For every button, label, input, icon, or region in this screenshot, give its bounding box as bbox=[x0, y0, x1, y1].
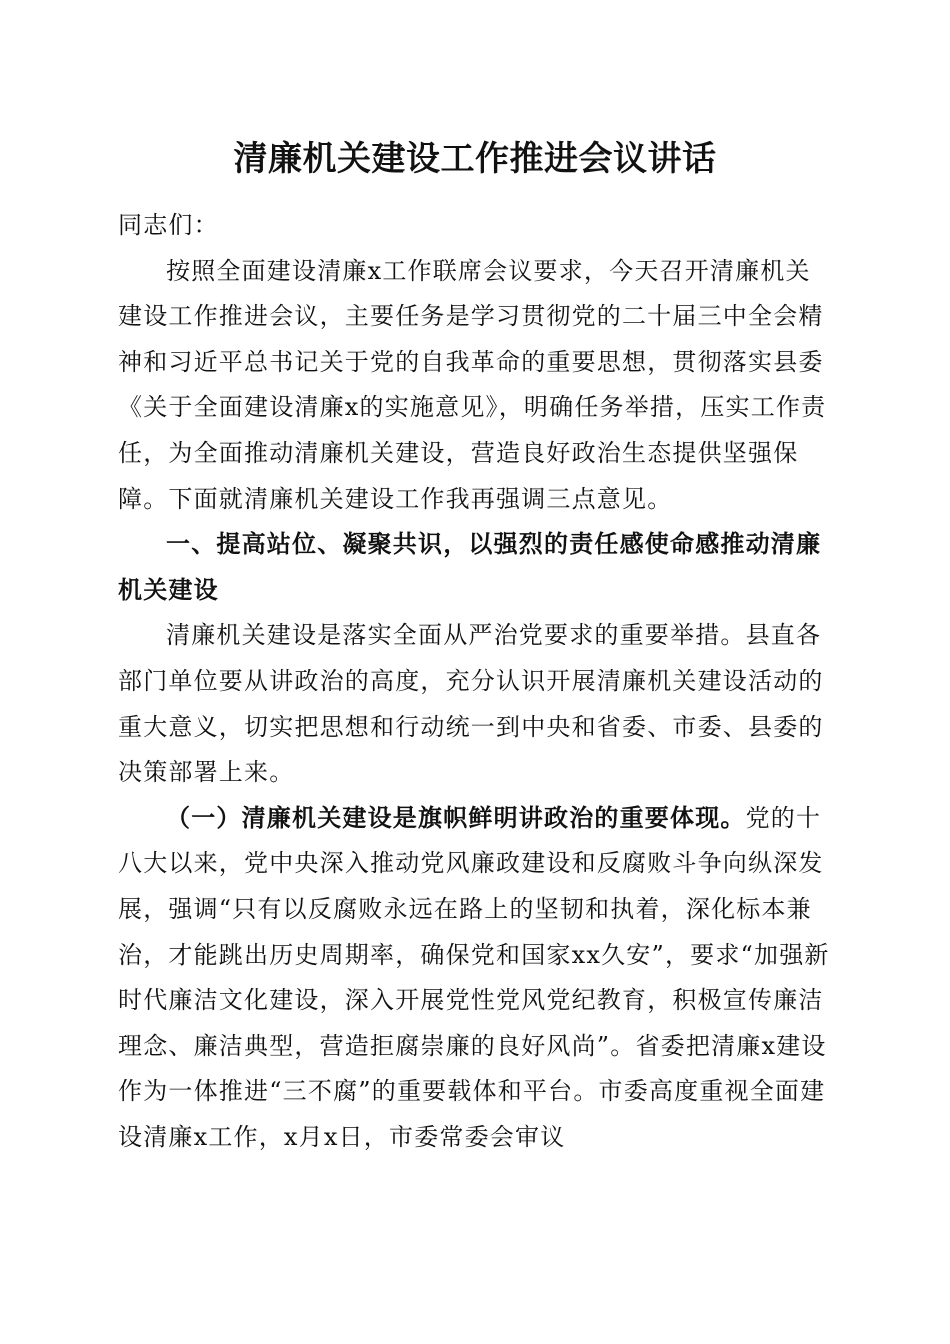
intro-paragraph: 按照全面建设清廉x工作联席会议要求，今天召开清廉机关建设工作推进会议，主要任务是学习贯彻党的二十届三中全会精神和习近平总书记关于党的自我革命的重要思想，贯彻落实县委《关于全面建设清廉x的实施意见》，明确任务举措，压实工作责任，为全面推动清廉机关建设，营造良好政治生态提供坚强保障。下面就清廉机关建设工作我再强调三点意见。 bbox=[118, 256, 827, 513]
salutation: 同志们： bbox=[118, 211, 219, 239]
section-1-heading: 一、提高站位、凝聚共识，以强烈的责任感使命感推动清廉机关建设 bbox=[118, 530, 822, 604]
document-title: 清廉机关建设工作推进会议讲话 bbox=[233, 139, 717, 179]
subsection-1-paragraph bbox=[118, 796, 834, 1161]
document-body bbox=[118, 203, 834, 1160]
subsection-1-body: 党的十八大以来，党中央深入推动党风廉政建设和反腐败斗争向纵深发展，强调“只有以反腐败永远在路上的坚韧和执着，深化标本兼治，才能跳出历史周期率，确保党和国家xx久安”，要求“加强新时代廉洁文化建设，深入开展党性党风党纪教育，积极宣传廉洁理念、廉洁典型，营造拒腐崇廉的良好风尚”。省委把清廉x建设作为一体推进“三不腐”的重要载体和平台。市委高度重视全面建设清廉x工作，x月x日，市委常委会审议 bbox=[118, 803, 830, 1151]
section-1-paragraph: 清廉机关建设是落实全面从严治党要求的重要举措。县直各部门单位要从讲政治的高度，充分认识开展清廉机关建设活动的重大意义，切实把思想和行动统一到中央和省委、市委、县委的决策部署上来。 bbox=[118, 621, 824, 787]
subsection-1-lead: （一）清廉机关建设是旗帜鲜明讲政治的重要体现。 bbox=[166, 803, 746, 832]
